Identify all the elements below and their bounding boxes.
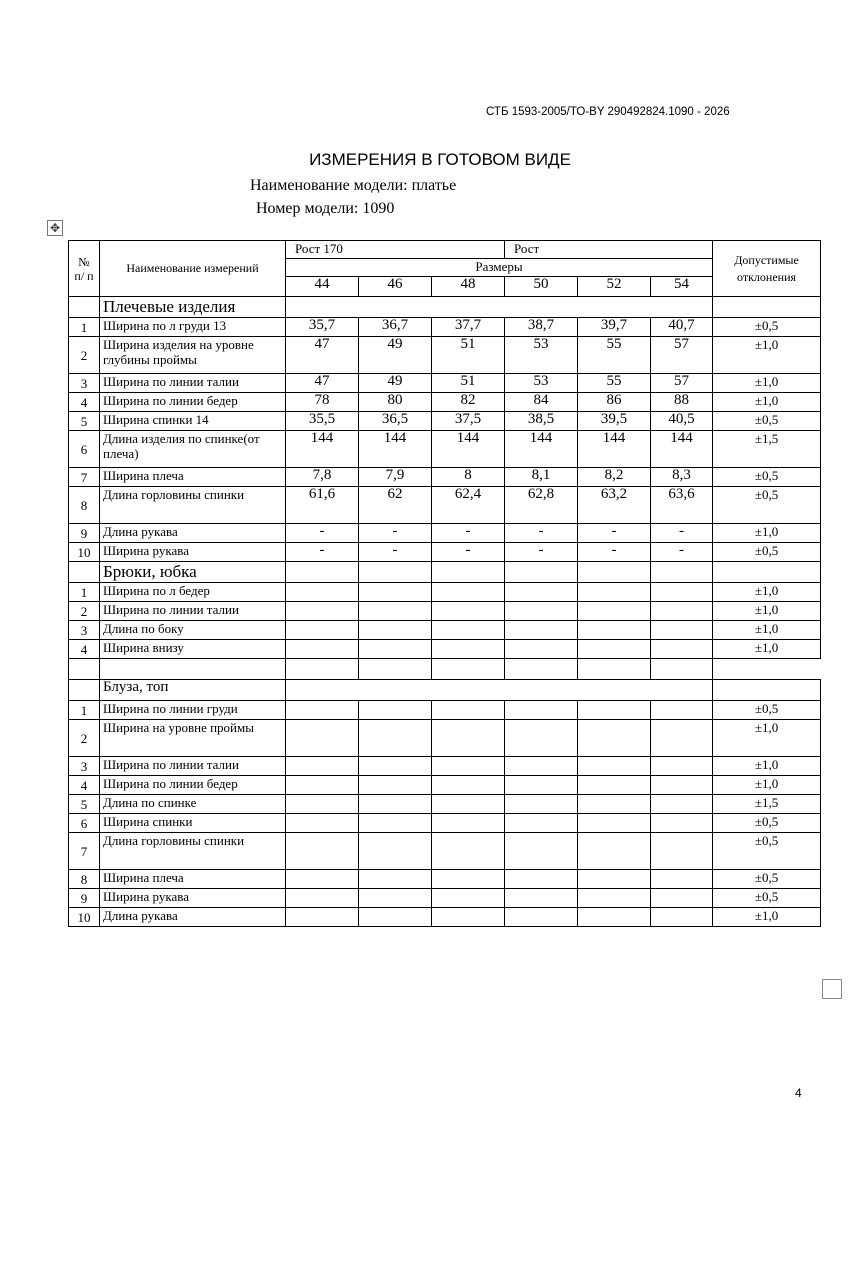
- empty-cell: [359, 776, 432, 795]
- empty-cell: [578, 814, 651, 833]
- row-number: 1: [69, 701, 100, 720]
- empty-cell: [286, 583, 359, 602]
- empty-cell: [359, 833, 432, 870]
- measurement-value: 144: [359, 431, 432, 468]
- row-number: 3: [69, 374, 100, 393]
- empty-cell: [651, 659, 713, 680]
- measurement-value: 55: [578, 337, 651, 374]
- header-tolerance: Допустимые отклонения: [713, 241, 821, 297]
- measurement-value: 82: [432, 393, 505, 412]
- measurement-value: 86: [578, 393, 651, 412]
- tolerance-value: ±0,5: [713, 468, 821, 487]
- measurement-value: 35,7: [286, 318, 359, 337]
- measurement-value: -: [286, 543, 359, 562]
- size-header: 54: [651, 277, 713, 297]
- empty-cell: [432, 602, 505, 621]
- empty-cell: [432, 659, 505, 680]
- section-title: Брюки, юбка: [100, 562, 286, 583]
- tolerance-value: ±0,5: [713, 487, 821, 524]
- tolerance-value: ±0,5: [713, 814, 821, 833]
- table-row: [69, 701, 821, 720]
- measurement-value: 7,8: [286, 468, 359, 487]
- empty-cell: [651, 870, 713, 889]
- measurement-value: 47: [286, 337, 359, 374]
- row-number: 2: [69, 602, 100, 621]
- tolerance-value: ±1,0: [713, 583, 821, 602]
- empty-cell: [651, 562, 713, 583]
- empty-cell: [69, 680, 100, 701]
- empty-cell: [578, 833, 651, 870]
- empty-cell: [651, 833, 713, 870]
- model-number: Номер модели: 1090: [256, 200, 395, 217]
- measurement-value: -: [651, 524, 713, 543]
- empty-cell: [651, 621, 713, 640]
- measurement-value: -: [359, 524, 432, 543]
- empty-cell: [100, 659, 286, 680]
- tolerance-value: ±1,0: [713, 640, 821, 659]
- row-name: Ширина плеча: [100, 468, 286, 487]
- empty-cell: [286, 757, 359, 776]
- row-number: 1: [69, 318, 100, 337]
- empty-cell: [651, 701, 713, 720]
- empty-cell: [359, 795, 432, 814]
- size-header: 46: [359, 277, 432, 297]
- header-sizes: Размеры: [286, 259, 713, 277]
- table-resize-handle[interactable]: [822, 979, 842, 999]
- measurement-value: -: [286, 524, 359, 543]
- empty-cell: [286, 889, 359, 908]
- measurement-value: 51: [432, 374, 505, 393]
- empty-cell: [359, 757, 432, 776]
- row-number: 8: [69, 487, 100, 524]
- empty-cell: [286, 720, 359, 757]
- measurement-value: 80: [359, 393, 432, 412]
- empty-cell: [505, 602, 578, 621]
- empty-cell: [713, 297, 821, 318]
- tolerance-value: ±1,0: [713, 602, 821, 621]
- table-row: [69, 524, 821, 543]
- empty-cell: [578, 659, 651, 680]
- empty-cell: [286, 297, 713, 318]
- measurement-value: 63,2: [578, 487, 651, 524]
- table-row: [69, 431, 821, 468]
- row-name: Ширина рукава: [100, 543, 286, 562]
- empty-cell: [432, 889, 505, 908]
- row-name: Ширина по линии бедер: [100, 776, 286, 795]
- empty-cell: [505, 833, 578, 870]
- empty-cell: [505, 776, 578, 795]
- size-header: 52: [578, 277, 651, 297]
- table-row: [69, 640, 821, 659]
- row-number: 3: [69, 757, 100, 776]
- measurement-value: 53: [505, 374, 578, 393]
- measurement-value: 39,5: [578, 412, 651, 431]
- empty-cell: [578, 870, 651, 889]
- measurement-value: 8: [432, 468, 505, 487]
- empty-cell: [286, 814, 359, 833]
- row-name: Ширина внизу: [100, 640, 286, 659]
- row-name: Длина горловины спинки: [100, 487, 286, 524]
- table-row: [69, 602, 821, 621]
- empty-cell: [651, 602, 713, 621]
- measurement-value: 144: [286, 431, 359, 468]
- empty-cell: [359, 908, 432, 927]
- row-name: Ширина рукава: [100, 889, 286, 908]
- empty-cell: [432, 814, 505, 833]
- table-row: [69, 487, 821, 524]
- measurement-value: 39,7: [578, 318, 651, 337]
- row-name: Ширина по линии бедер: [100, 393, 286, 412]
- measurement-value: 37,5: [432, 412, 505, 431]
- measurement-value: 144: [651, 431, 713, 468]
- measurement-value: 51: [432, 337, 505, 374]
- empty-cell: [505, 583, 578, 602]
- measurement-value: 8,3: [651, 468, 713, 487]
- standard-code: СТБ 1593-2005/ТО-BY 290492824.1090 - 2026: [486, 106, 730, 118]
- measurement-value: -: [578, 524, 651, 543]
- empty-cell: [286, 833, 359, 870]
- empty-cell: [359, 602, 432, 621]
- empty-cell: [432, 621, 505, 640]
- measurement-value: -: [432, 543, 505, 562]
- measurement-value: 47: [286, 374, 359, 393]
- empty-cell: [578, 640, 651, 659]
- empty-cell: [651, 889, 713, 908]
- page-number: 4: [795, 1086, 802, 1100]
- measurement-value: 62,4: [432, 487, 505, 524]
- empty-cell: [505, 621, 578, 640]
- measurement-value: -: [505, 543, 578, 562]
- empty-cell: [286, 870, 359, 889]
- empty-cell: [432, 870, 505, 889]
- measurement-value: 36,7: [359, 318, 432, 337]
- measurement-value: 62,8: [505, 487, 578, 524]
- row-name: Ширина по линии груди: [100, 701, 286, 720]
- empty-cell: [69, 297, 100, 318]
- empty-cell: [286, 701, 359, 720]
- empty-cell: [69, 659, 100, 680]
- size-header: 44: [286, 277, 359, 297]
- empty-cell: [432, 583, 505, 602]
- measurement-value: 63,6: [651, 487, 713, 524]
- empty-cell: [651, 757, 713, 776]
- table-row: [69, 468, 821, 487]
- empty-cell: [359, 583, 432, 602]
- tolerance-value: ±0,5: [713, 318, 821, 337]
- tolerance-value: ±1,0: [713, 337, 821, 374]
- empty-cell: [286, 640, 359, 659]
- row-number: 7: [69, 468, 100, 487]
- measurement-value: 49: [359, 337, 432, 374]
- empty-cell: [432, 562, 505, 583]
- tolerance-value: ±1,0: [713, 776, 821, 795]
- measurement-value: -: [359, 543, 432, 562]
- empty-cell: [505, 562, 578, 583]
- empty-cell: [578, 621, 651, 640]
- tolerance-value: ±0,5: [713, 870, 821, 889]
- empty-cell: [359, 720, 432, 757]
- empty-cell: [651, 583, 713, 602]
- row-name: Ширина на уровне проймы: [100, 720, 286, 757]
- measurement-value: 40,5: [651, 412, 713, 431]
- measurement-value: 61,6: [286, 487, 359, 524]
- table-row: [69, 870, 821, 889]
- measurement-value: 144: [505, 431, 578, 468]
- tolerance-value: ±1,0: [713, 621, 821, 640]
- header-number: № п/ п: [69, 241, 100, 297]
- empty-cell: [578, 757, 651, 776]
- row-number: 5: [69, 412, 100, 431]
- empty-cell: [286, 908, 359, 927]
- row-number: 10: [69, 543, 100, 562]
- size-header: 48: [432, 277, 505, 297]
- measurement-value: 53: [505, 337, 578, 374]
- measurement-value: 55: [578, 374, 651, 393]
- row-number: 8: [69, 870, 100, 889]
- tolerance-value: ±1,0: [713, 908, 821, 927]
- empty-cell: [432, 757, 505, 776]
- empty-cell: [432, 833, 505, 870]
- tolerance-value: ±0,5: [713, 701, 821, 720]
- measurement-value: 78: [286, 393, 359, 412]
- measurement-value: 36,5: [359, 412, 432, 431]
- empty-cell: [578, 602, 651, 621]
- empty-cell: [505, 889, 578, 908]
- empty-cell: [432, 720, 505, 757]
- table-row: [69, 583, 821, 602]
- measurement-value: -: [505, 524, 578, 543]
- row-name: Ширина изделия на уровне глубины проймы: [100, 337, 286, 374]
- tolerance-value: ±1,0: [713, 374, 821, 393]
- measurement-value: 49: [359, 374, 432, 393]
- table-row: [69, 757, 821, 776]
- table-row: [69, 908, 821, 927]
- row-number: 9: [69, 524, 100, 543]
- empty-cell: [432, 795, 505, 814]
- measurement-value: 144: [578, 431, 651, 468]
- empty-cell: [359, 640, 432, 659]
- empty-cell: [505, 757, 578, 776]
- row-number: 9: [69, 889, 100, 908]
- row-name: Ширина по л груди 13: [100, 318, 286, 337]
- tolerance-value: ±1,0: [713, 524, 821, 543]
- empty-cell: [505, 908, 578, 927]
- row-name: Ширина по линии талии: [100, 757, 286, 776]
- measurements-table: [68, 240, 821, 927]
- empty-cell: [505, 659, 578, 680]
- tolerance-value: ±1,5: [713, 431, 821, 468]
- measurement-value: -: [432, 524, 505, 543]
- empty-cell: [505, 795, 578, 814]
- empty-cell: [578, 776, 651, 795]
- row-number: 2: [69, 720, 100, 757]
- empty-cell: [69, 562, 100, 583]
- table-row: [69, 720, 821, 757]
- empty-cell: [505, 870, 578, 889]
- measurement-value: 84: [505, 393, 578, 412]
- page-title: ИЗМЕРЕНИЯ В ГОТОВОМ ВИДЕ: [309, 150, 571, 169]
- row-number: 1: [69, 583, 100, 602]
- measurement-value: 37,7: [432, 318, 505, 337]
- measurement-value: 88: [651, 393, 713, 412]
- row-name: Ширина по линии талии: [100, 374, 286, 393]
- empty-cell: [359, 870, 432, 889]
- row-name: Длина по боку: [100, 621, 286, 640]
- table-row: [69, 543, 821, 562]
- row-number: 3: [69, 621, 100, 640]
- empty-cell: [432, 776, 505, 795]
- section-title: Блуза, топ: [100, 680, 286, 701]
- table-row: [69, 889, 821, 908]
- empty-cell: [651, 814, 713, 833]
- empty-cell: [651, 908, 713, 927]
- empty-cell: [286, 562, 359, 583]
- empty-cell: [578, 562, 651, 583]
- measurement-value: 35,5: [286, 412, 359, 431]
- row-name: Длина изделия по спинке(от плеча): [100, 431, 286, 468]
- empty-cell: [286, 795, 359, 814]
- empty-cell: [359, 889, 432, 908]
- row-name: Ширина по л бедер: [100, 583, 286, 602]
- empty-cell: [432, 640, 505, 659]
- empty-cell: [578, 889, 651, 908]
- header-height-1: Рост 170: [286, 241, 505, 259]
- row-number: 4: [69, 776, 100, 795]
- table-row: [69, 374, 821, 393]
- section-title: Плечевые изделия: [100, 297, 286, 318]
- row-number: 10: [69, 908, 100, 927]
- empty-cell: [286, 621, 359, 640]
- table-row: [69, 412, 821, 431]
- empty-cell: [578, 583, 651, 602]
- empty-cell: [713, 680, 821, 701]
- empty-cell: [432, 701, 505, 720]
- empty-cell: [578, 720, 651, 757]
- empty-cell: [505, 701, 578, 720]
- row-name: Ширина плеча: [100, 870, 286, 889]
- table-row: [69, 621, 821, 640]
- empty-cell: [432, 908, 505, 927]
- empty-cell: [359, 814, 432, 833]
- measurement-value: 57: [651, 374, 713, 393]
- table-row: [69, 795, 821, 814]
- tolerance-value: ±1,0: [713, 757, 821, 776]
- measurement-value: 8,2: [578, 468, 651, 487]
- empty-cell: [713, 562, 821, 583]
- measurement-value: 38,7: [505, 318, 578, 337]
- measurement-value: 57: [651, 337, 713, 374]
- table-row: [69, 318, 821, 337]
- empty-cell: [286, 776, 359, 795]
- measurement-value: 40,7: [651, 318, 713, 337]
- empty-row: [69, 659, 821, 680]
- row-name: Длина по спинке: [100, 795, 286, 814]
- empty-cell: [505, 720, 578, 757]
- tolerance-value: ±0,5: [713, 543, 821, 562]
- section-row: [69, 562, 821, 583]
- measurement-value: 8,1: [505, 468, 578, 487]
- table-row: [69, 393, 821, 412]
- row-name: Длина рукава: [100, 524, 286, 543]
- size-header: 50: [505, 277, 578, 297]
- measurement-value: 7,9: [359, 468, 432, 487]
- tolerance-value: ±0,5: [713, 889, 821, 908]
- tolerance-value: ±1,0: [713, 393, 821, 412]
- section-row: [69, 680, 821, 701]
- tolerance-value: ±1,5: [713, 795, 821, 814]
- row-number: 6: [69, 814, 100, 833]
- row-number: 4: [69, 393, 100, 412]
- header-name: Наименование измерений: [100, 241, 286, 297]
- row-name: Длина рукава: [100, 908, 286, 927]
- tolerance-value: ±0,5: [713, 833, 821, 870]
- row-number: 4: [69, 640, 100, 659]
- model-name: Наименование модели: платье: [250, 177, 457, 194]
- row-name: Ширина по линии талии: [100, 602, 286, 621]
- empty-cell: [286, 680, 713, 701]
- empty-cell: [578, 908, 651, 927]
- measurement-value: 38,5: [505, 412, 578, 431]
- section-row: [69, 297, 821, 318]
- empty-cell: [286, 602, 359, 621]
- row-number: 6: [69, 431, 100, 468]
- measurement-value: 144: [432, 431, 505, 468]
- row-number: 7: [69, 833, 100, 870]
- measurement-value: 62: [359, 487, 432, 524]
- header-height-2: Рост: [505, 241, 713, 259]
- empty-cell: [286, 659, 359, 680]
- empty-cell: [505, 814, 578, 833]
- empty-cell: [359, 562, 432, 583]
- table-row: [69, 337, 821, 374]
- row-name: Ширина спинки 14: [100, 412, 286, 431]
- measurement-value: -: [578, 543, 651, 562]
- row-number: 2: [69, 337, 100, 374]
- empty-cell: [578, 701, 651, 720]
- empty-cell: [359, 701, 432, 720]
- empty-cell: [651, 795, 713, 814]
- empty-cell: [505, 640, 578, 659]
- table-row: [69, 814, 821, 833]
- empty-cell: [651, 776, 713, 795]
- table-row: [69, 776, 821, 795]
- row-number: 5: [69, 795, 100, 814]
- row-name: Ширина спинки: [100, 814, 286, 833]
- empty-cell: [359, 621, 432, 640]
- empty-cell: [578, 795, 651, 814]
- row-name: Длина горловины спинки: [100, 833, 286, 870]
- table-row: [69, 833, 821, 870]
- empty-cell: [651, 640, 713, 659]
- measurement-value: -: [651, 543, 713, 562]
- tolerance-value: ±0,5: [713, 412, 821, 431]
- tolerance-value: ±1,0: [713, 720, 821, 757]
- empty-cell: [359, 659, 432, 680]
- table-move-handle-icon[interactable]: ✥: [47, 220, 63, 236]
- empty-cell: [651, 720, 713, 757]
